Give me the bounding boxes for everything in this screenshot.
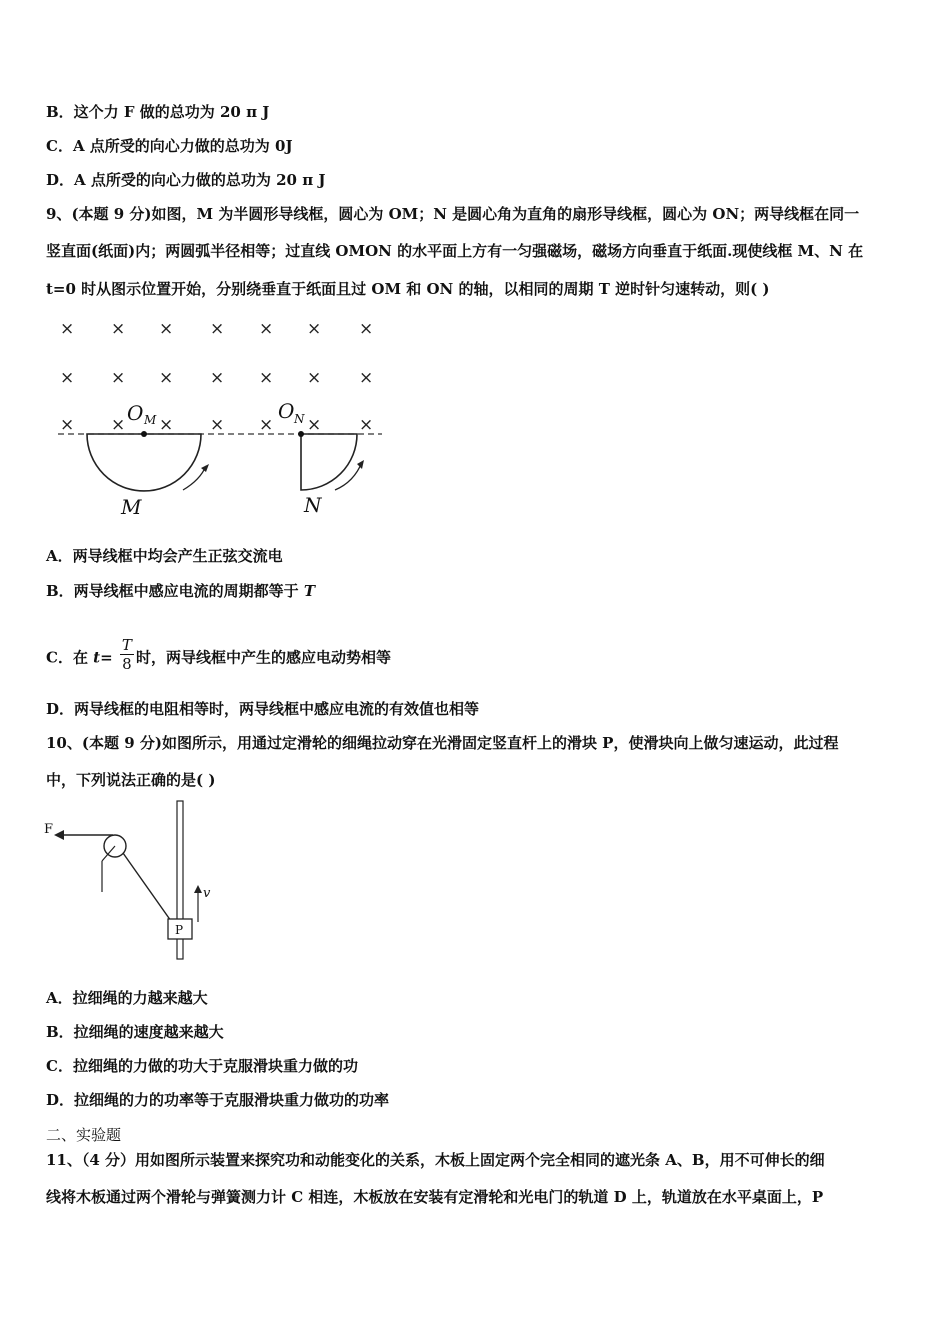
semicircle-frame-m [87, 434, 201, 491]
q9-score: (本题 9 分) [71, 205, 152, 223]
q10-figure [40, 795, 230, 965]
cross-mark: × [259, 368, 274, 388]
q9-option-d: D．两导线框的电阻相等时，两导线框中感应电流的有效值也相等 [46, 700, 480, 718]
label-f: F [44, 822, 54, 837]
q10-option-d: D．拉细绳的力的功率等于克服滑块重力做功的功率 [46, 1091, 390, 1109]
cross-mark: × [359, 368, 374, 388]
q9-number: 9、 [46, 205, 72, 223]
cross-mark: × [159, 319, 174, 339]
fraction-t-over-8: $\frac{T}{8}$ [121, 636, 132, 673]
q8-option-c: C．A 点所受的向心力做的总功为 0J [46, 137, 293, 155]
cross-mark: × [307, 319, 322, 339]
cross-mark: × [210, 415, 225, 435]
cross-mark: × [60, 415, 75, 435]
cross-mark: × [259, 415, 274, 435]
label-om-sub: M [144, 413, 157, 427]
label-p: P [175, 923, 184, 937]
q9-option-a: A．两导线框中均会产生正弦交流电 [46, 547, 283, 565]
label-on-sub: N [294, 412, 305, 426]
q10-stem-line2: 中，下列说法正确的是( ) [46, 771, 216, 789]
q9-option-b: B．两导线框中感应电流的周期都等于 T [46, 582, 316, 600]
rotation-arrow-m [183, 466, 206, 490]
cross-mark: × [259, 319, 274, 339]
center-on-dot [298, 431, 304, 437]
q10-option-c: C．拉细绳的力做的功大于克服滑块重力做的功 [46, 1057, 358, 1075]
label-v: v [203, 886, 211, 901]
q8-option-b: B．这个力 F 做的总功为 20 π J [46, 103, 270, 121]
q9-figure [50, 310, 395, 525]
q11-stem-line2: 线将木板通过两个滑轮与弹簧测力计 C 相连，木板放在安装有定滑轮和光电门的轨道 D 上，轨道放在水平桌面上，P [46, 1188, 824, 1206]
force-arrow-head [54, 830, 64, 840]
q9-stem-line2: 竖直面(纸面)内；两圆弧半径相等；过直线 OMON 的水平面上方有一匀强磁场，磁场方向垂直于纸面.现使线框 M、N 在 [46, 242, 864, 260]
cross-mark: × [60, 319, 75, 339]
q9-text-1: 如图，M 为半圆形导线框，圆心为 OM；N 是圆心角为直角的扇形导线框，圆心为 ON；两导线框在同一 [151, 205, 860, 223]
q10-stem-line1: 10、(本题 9 分)如图所示，用通过定滑轮的细绳拉动穿在光滑固定竖直杆上的滑块 P，使滑块向上做匀速运动，此过程 [46, 734, 839, 752]
q10-option-a: A．拉细绳的力越来越大 [46, 989, 208, 1007]
label-n: N [304, 493, 322, 517]
cross-mark: × [307, 415, 322, 435]
rope-diagonal [123, 853, 171, 921]
cross-mark: × [111, 368, 126, 388]
q9-option-c: C．在 t= $\frac{T}{8}$ 时，两导线框中产生的感应电动势相等 [46, 636, 391, 673]
cross-mark: × [210, 319, 225, 339]
cross-mark: × [307, 368, 322, 388]
q9-stem-line3: t=0 时从图示位置开始，分别绕垂直于纸面且过 OM 和 ON 的轴，以相同的周期 T 逆时针匀速转动，则( ) [46, 280, 770, 298]
cross-mark: × [60, 368, 75, 388]
rotation-arrow-n-head [357, 460, 364, 469]
label-m: M [121, 495, 142, 519]
center-om-dot [141, 431, 147, 437]
q11-stem-line1: 11、（4 分）用如图所示装置来探究功和动能变化的关系，木板上固定两个完全相同的遮光条 A、B，用不可伸长的细 [46, 1151, 825, 1169]
q10-option-b: B．拉细绳的速度越来越大 [46, 1023, 224, 1041]
label-om: O [127, 401, 144, 425]
rotation-arrow-m-head [201, 464, 209, 472]
cross-mark: × [359, 415, 374, 435]
cross-mark: × [359, 319, 374, 339]
cross-mark: × [111, 415, 126, 435]
cross-mark: × [111, 319, 126, 339]
label-on: O [278, 399, 295, 423]
section-title-experiment: 二、实验题 [46, 1126, 122, 1144]
cross-mark: × [159, 415, 174, 435]
q9-stem-line1 [46, 204, 859, 224]
q8-option-d: D．A 点所受的向心力做的总功为 20 π J [46, 171, 326, 189]
cross-mark: × [210, 368, 225, 388]
velocity-arrow-head [194, 885, 202, 893]
cross-mark: × [159, 368, 174, 388]
